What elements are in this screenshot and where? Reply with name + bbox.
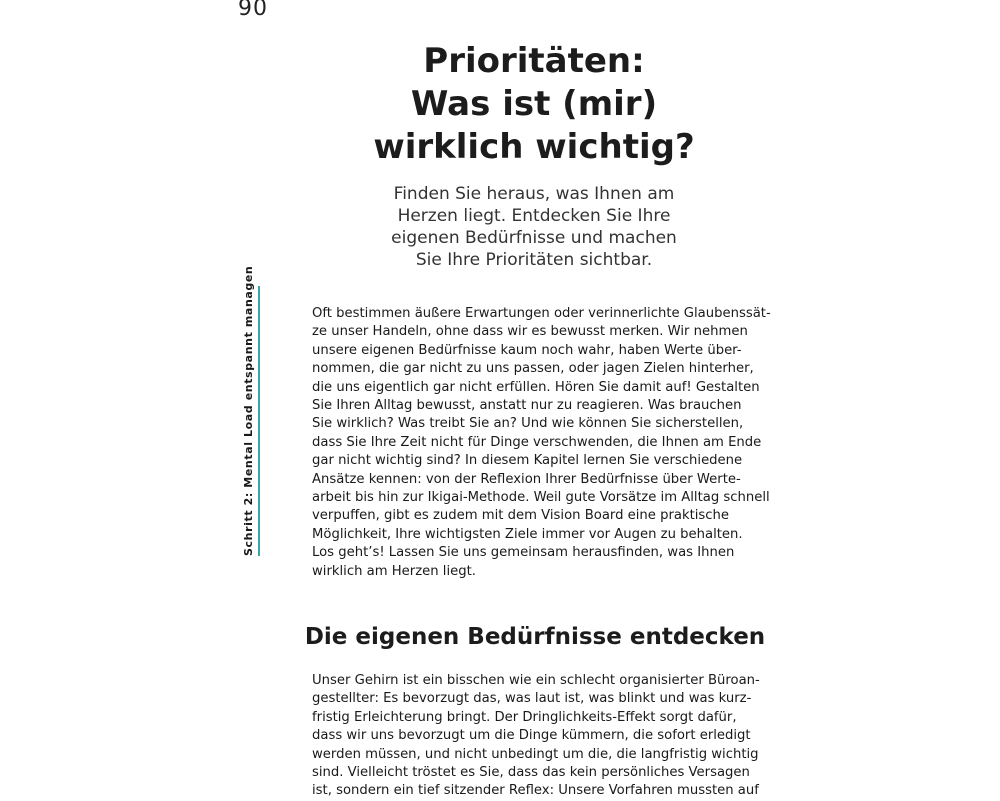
chapter-title-line: Was ist (mir) — [410, 84, 658, 124]
text-line: wirklich am Herzen liegt. — [312, 563, 476, 579]
chapter-title — [330, 40, 738, 169]
text-line: gar nicht wichtig sind? In diesem Kapitel lernen Sie verschiedene — [312, 453, 743, 469]
text-line: dass Sie Ihre Zeit nicht für Dinge verschwenden, die Ihnen am Ende — [312, 434, 762, 450]
text-line: unsere eigenen Bedürfnisse kaum noch wahr, haben Werte über- — [312, 342, 742, 358]
text-line: werden müssen, und nicht unbedingt um die, die langfristig wichtig — [312, 746, 759, 762]
page-number: 90 — [238, 0, 268, 21]
text-line: nommen, die gar nicht zu uns passen, oder jagen Zielen hinterher, — [312, 361, 754, 377]
chapter-title-line: Prioritäten: — [423, 41, 645, 81]
section-heading: Die eigenen Bedürfnisse entdecken — [304, 624, 766, 650]
text-line: Sie Ihren Alltag bewusst, anstatt nur zu reagieren. Was brauchen — [312, 398, 742, 414]
side-accent-rule — [258, 286, 260, 556]
text-line: die uns eigentlich gar nicht erfüllen. Hören Sie damit auf! Gestalten — [312, 379, 760, 395]
text-line: Sie wirklich? Was treibt Sie an? Und wie können Sie sicherstellen, — [312, 416, 744, 432]
subtitle-line: Sie Ihre Prioritäten sichtbar. — [415, 250, 653, 270]
subtitle-line: eigenen Bedürfnisse und machen — [391, 228, 677, 248]
text-line: sind. Vielleicht tröstet es Sie, dass das kein persönliches Versagen — [312, 765, 750, 781]
subtitle-line: Finden Sie heraus, was Ihnen am — [393, 184, 675, 204]
text-line: arbeit bis hin zur Ikigai-Methode. Weil gute Vorsätze im Alltag schnell — [312, 490, 770, 506]
text-line: verpuffen, gibt es zudem mit dem Vision Board eine praktische — [312, 508, 730, 524]
side-label-text: Schritt 2: Mental Load entspannt managen — [242, 265, 255, 556]
text-line: Möglichkeit, Ihre wichtigsten Ziele immer vor Augen zu behalten. — [312, 526, 743, 542]
text-line: Oft bestimmen äußere Erwartungen oder verinnerlichte Glaubenssät- — [312, 306, 771, 321]
text-line: fristig Erleichterung bringt. Der Dringlichkeits-Effekt sorgt dafür, — [312, 709, 737, 725]
intro-paragraph — [312, 305, 772, 581]
text-line: Ansätze kennen: von der Reflexion Ihrer Bedürfnisse über Werte- — [312, 471, 741, 487]
section-paragraph — [312, 672, 772, 801]
subtitle-line: Herzen liegt. Entdecken Sie Ihre — [397, 206, 671, 226]
text-line: ze unser Handeln, ohne dass wir es bewusst merken. Wir nehmen — [312, 324, 748, 340]
chapter-subtitle — [370, 183, 698, 271]
text-line: dass wir uns bevorzugt um die Dinge kümmern, die sofort erledigt — [312, 728, 751, 744]
chapter-title-line: wirklich wichtig? — [373, 127, 695, 167]
text-line: Unser Gehirn ist ein bisschen wie ein schlecht organisierter Büroan- — [312, 673, 760, 688]
text-line: gestellter: Es bevorzugt das, was laut ist, was blinkt und was kurz- — [312, 691, 752, 707]
text-line: ist, sondern ein tief sitzender Reflex: Unsere Vorfahren mussten auf — [312, 783, 759, 799]
text-line: Los geht’s! Lassen Sie uns gemeinsam herausfinden, was Ihnen — [312, 545, 735, 561]
